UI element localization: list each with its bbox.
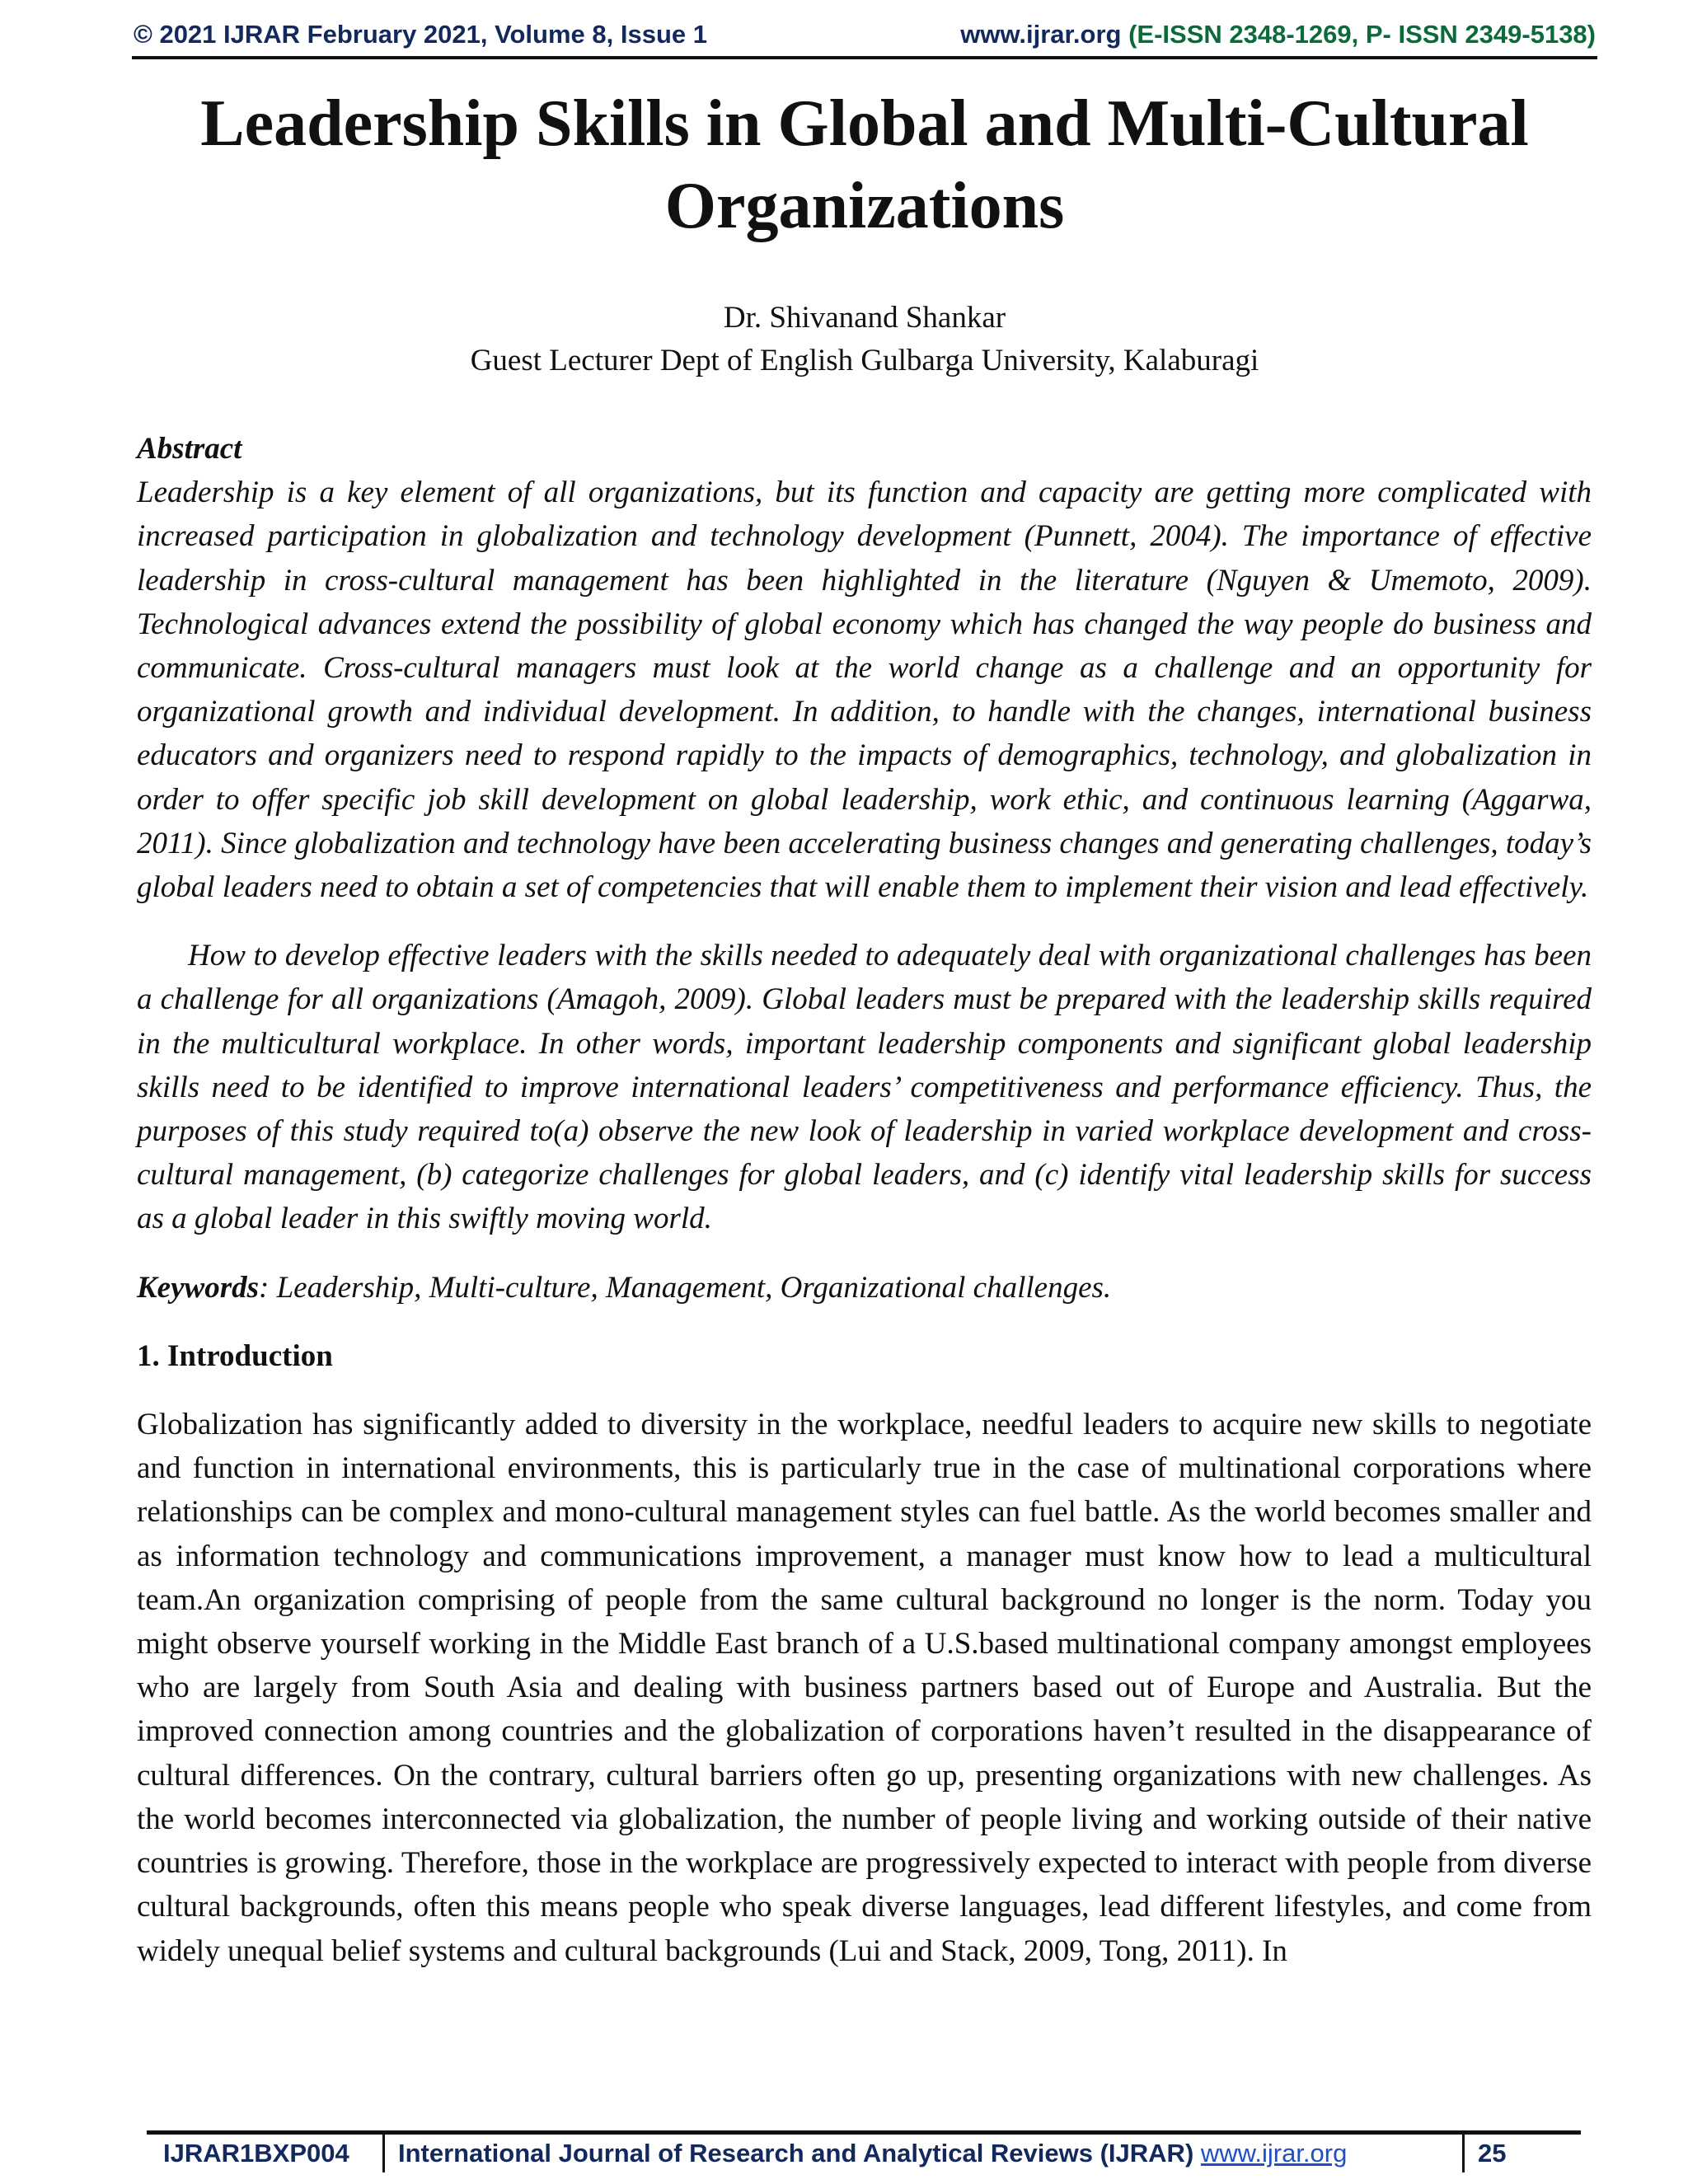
author-block	[132, 297, 1597, 382]
running-header	[132, 15, 1597, 59]
paper-title: Leadership Skills in Global and Multi-Cultural Organizations	[200, 87, 1529, 242]
running-footer	[147, 2130, 1581, 2172]
footer-journal-name: International Journal of Research and Analytical Reviews (IJRAR)	[398, 2139, 1194, 2168]
header-issue-info: © 2021 IJRAR February 2021, Volume 8, Issue 1	[134, 20, 707, 49]
author-affiliation: Guest Lecturer Dept of English Gulbarga University, Kalaburagi	[470, 344, 1259, 377]
introduction-heading: 1. Introduction	[137, 1338, 333, 1373]
paper-body	[137, 427, 1592, 1973]
footer-site-link[interactable]: www.ijrar.org	[1200, 2139, 1348, 2168]
introduction-paragraph: Globalization has significantly added to diversity in the workplace, needful leaders to acquire new skills to negotiate and function in international environments, this is particularly true in the case of multinational corporations where relationships can be complex and mono-cultural management styles can fuel battle. As the world becomes smaller and as information technology and communications improvement, a manager must know how to lead a multicultural team.An organization comprising of people from the same cultural background no longer is the norm. Today you might observe yourself working in the Middle East branch of a U.S.based multinational company amongst employees who are largely from South Asia and dealing with business partners based out of Europe and Australia. But the improved connection among countries and the globalization of corporations haven’t resulted in the disappearance of cultural differences. On the contrary, cultural barriers often go up, presenting organizations with new challenges. As the world becomes interconnected via globalization, the number of people living and working outside of their native countries is growing. Therefore, those in the workplace are progressively expected to interact with people from diverse cultural backgrounds, often this means people who speak diverse languages, lead different lifestyles, and come from widely unequal belief systems and cultural backgrounds (Lui and Stack, 2009, Tong, 2011). In	[137, 1408, 1592, 1968]
footer-page-number: 25	[1462, 2135, 1506, 2172]
abstract-heading: Abstract	[137, 432, 242, 466]
abstract-paragraph-1: Leadership is a key element of all organizations, but its function and capacity are getting more complicated with increased participation in globalization and technology development (Punnett, 2004). The importance of effective leadership in cross-cultural management has been highlighted in the literature (Nguyen & Umemoto, 2009). Technological advances extend the possibility of global economy which has changed the way people do business and communicate. Cross-cultural managers must look at the world change as a challenge and an opportunity for organizational growth and individual development. In addition, to handle with the changes, international business educators and organizers need to respond rapidly to the impacts of demographics, technology, and globalization in order to offer specific job skill development on global leadership, work ethic, and continuous learning (Aggarwa, 2011). Since globalization and technology have been accelerating business changes and generating challenges, today’s global leaders need to obtain a set of competencies that will enable them to implement their vision and lead effectively.	[137, 476, 1592, 905]
keywords-line	[137, 1266, 1592, 1310]
header-site: www.ijrar.org	[960, 20, 1122, 49]
keywords-text: : Leadership, Multi-culture, Management, Organizational challenges.	[259, 1270, 1112, 1305]
header-issn: (E-ISSN 2348-1269, P- ISSN 2349-5138)	[1128, 20, 1596, 49]
author-name: Dr. Shivanand Shankar	[723, 301, 1006, 335]
abstract-paragraph-2: How to develop effective leaders with the skills needed to adequately deal with organizational challenges has been a challenge for all organizations (Amagoh, 2009). Global leaders must be prepared with the leadership skills required in the multicultural workplace. In other words, important leadership components and significant global leadership skills need to be identified to improve international leaders’ competitiveness and performance efficiency. Thus, the purposes of this study required to(a) observe the new look of leadership in varied workplace development and cross-cultural management, (b) categorize challenges for global leaders, and (c) identify vital leadership skills for success as a global leader in this swiftly moving world.	[137, 939, 1592, 1236]
header-journal-info	[960, 20, 1596, 49]
footer-paper-code: IJRAR1BXP004	[163, 2139, 349, 2168]
footer-journal	[382, 2135, 1347, 2172]
keywords-label: Keywords	[137, 1270, 259, 1305]
